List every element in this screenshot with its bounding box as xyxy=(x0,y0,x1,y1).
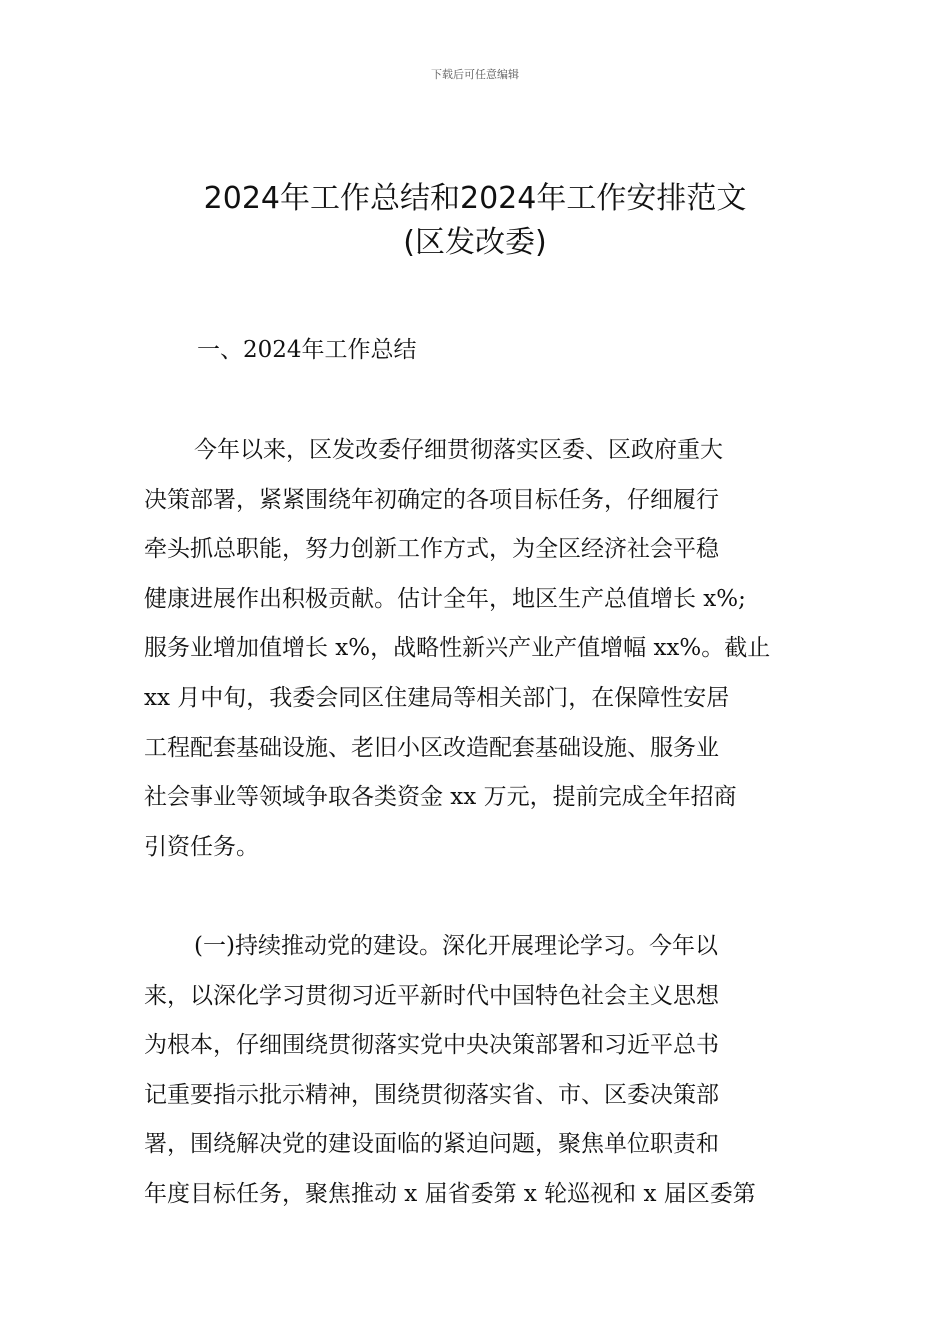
paragraph-line: (一)持续推动党的建设。深化开展理论学习。今年以 xyxy=(194,933,718,959)
paragraph-line: 为根本，仔细围绕贯彻落实党中央决策部署和习近平总书 xyxy=(144,1032,719,1059)
paragraph-line: 今年以来，区发改委仔细贯彻落实区委、区政府重大 xyxy=(194,437,723,463)
title-line: 2024年工作总结和2024年工作安排范文 xyxy=(203,181,747,216)
paragraph-line: 引资任务。 xyxy=(144,833,259,860)
paragraph-line: xx 月中旬，我委会同区住建局等相关部门，在保障性安居 xyxy=(144,684,730,711)
paragraph-line: 社会事业等领域争取各类资金 xx 万元，提前完成全年招商 xyxy=(144,784,737,811)
title-line: (区发改委) xyxy=(403,225,547,260)
document-title xyxy=(120,177,830,265)
paragraph-line: 记重要指示批示精神，围绕贯彻落实省、市、区委决策部 xyxy=(144,1081,719,1108)
paragraph-party-building xyxy=(144,922,809,1220)
paragraph-line: 健康进展作出积极贡献。估计全年，地区生产总值增长 x%; xyxy=(144,585,746,612)
header-note: 下载后可任意编辑 xyxy=(431,68,519,81)
paragraph-line: 决策部署，紧紧围绕年初确定的各项目标任务，仔细履行 xyxy=(144,486,719,513)
paragraph-work-summary xyxy=(144,426,809,872)
paragraph-line: 工程配套基础设施、老旧小区改造配套基础设施、服务业 xyxy=(144,734,719,761)
paragraph-line: 年度目标任务，聚焦推动 x 届省委第 x 轮巡视和 x 届区委第 xyxy=(144,1180,756,1207)
paragraph-line: 牵头抓总职能，努力创新工作方式，为全区经济社会平稳 xyxy=(144,536,719,563)
paragraph-line: 来，以深化学习贯彻习近平新时代中国特色社会主义思想 xyxy=(144,982,719,1009)
section-heading: 一、2024年工作总结 xyxy=(197,337,417,363)
paragraph-line: 署，围绕解决党的建设面临的紧迫问题，聚焦单位职责和 xyxy=(144,1131,719,1158)
paragraph-line: 服务业增加值增长 x%，战略性新兴产业产值增幅 xx%。截止 xyxy=(144,635,771,662)
